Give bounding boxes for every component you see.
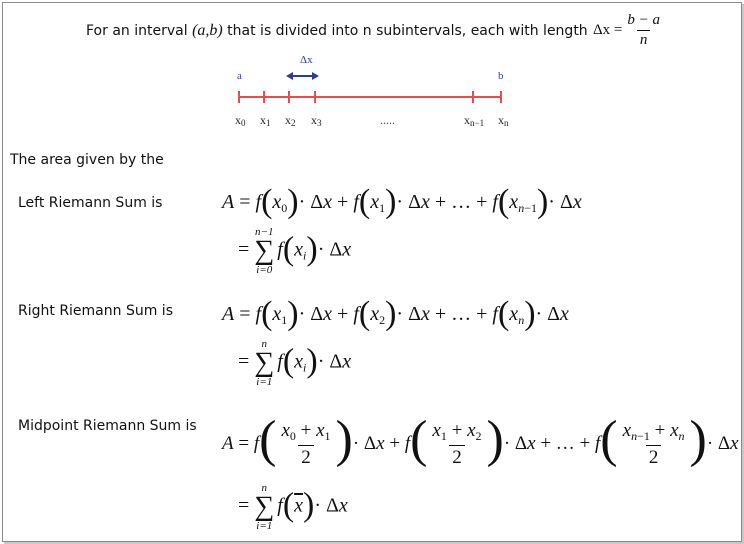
intro-text-2: that is divided into n subintervals, each with length — [227, 23, 588, 39]
interval-notation: (a,b) — [192, 22, 223, 39]
point-b-label: b — [498, 70, 504, 82]
left-sum-sigma-formula: = n−1 ∑ i=0 $f(x_i)\cdot \Delta x$ — [238, 226, 352, 276]
number-line-diagram — [220, 52, 540, 132]
left-sum-label: Left Riemann Sum is — [18, 195, 163, 211]
left-sum-formula: $A = f(x_0)\cdot \Delta x + f(x_1)\cdot \Delta x$ + … + $f(x_{n-1})\cdot \Delta x$ — [222, 183, 582, 220]
right-sum-formula: $A = f(x_1)\cdot \Delta x + f(x_2)\cdot \Delta x$ + … + $f(x_n)\cdot \Delta x$ — [222, 295, 569, 332]
mid-sum-sigma-formula: = n ∑ i=1 $f(\overline{x})\cdot \Delta x$ — [238, 482, 348, 532]
point-a-label: a — [237, 70, 242, 82]
ellipsis-dots: ..... — [380, 113, 395, 127]
dx-formula — [593, 12, 665, 49]
tick-label-xn: xn — [498, 113, 509, 128]
mid-summation: n ∑ i=1 — [254, 482, 275, 532]
dx-denominator: n — [637, 30, 651, 49]
tick-label-x0: x0 — [235, 113, 246, 128]
dx-numerator: b − a — [627, 12, 660, 28]
dx-formula-lhs: Δx = — [593, 22, 623, 38]
area-intro: The area given by the — [10, 152, 164, 168]
mid-sum-formula: A = f( $\frac{x_0 + x_1}{2}$ )· Δx + f( $\frac{x_1 + x_2}{2}$ )· Δx + … + f( $\frac{x_{n-1} + x_n}{2}$ )· Δx — [222, 410, 739, 468]
tick-label-xn-1: xn−1 — [464, 113, 485, 128]
left-summation: n−1 ∑ i=0 — [254, 226, 275, 276]
delta-x-arrow-left-head — [286, 72, 293, 80]
tick-label-x3: x3 — [311, 113, 322, 128]
tick-label-x1: x1 — [260, 113, 271, 128]
intro-line — [86, 22, 588, 40]
delta-x-arrow-right-head — [312, 72, 319, 80]
right-sum-label: Right Riemann Sum is — [18, 303, 173, 319]
delta-x-label: Δx — [300, 54, 313, 66]
right-summation: n ∑ i=1 — [254, 338, 275, 388]
intro-text: For an interval — [86, 23, 188, 39]
right-sum-sigma-formula: = n ∑ i=1 $f(x_i)\cdot \Delta x$ — [238, 338, 352, 388]
tick-label-x2: x2 — [285, 113, 296, 128]
mid-sum-label: Midpoint Riemann Sum is — [18, 418, 197, 434]
